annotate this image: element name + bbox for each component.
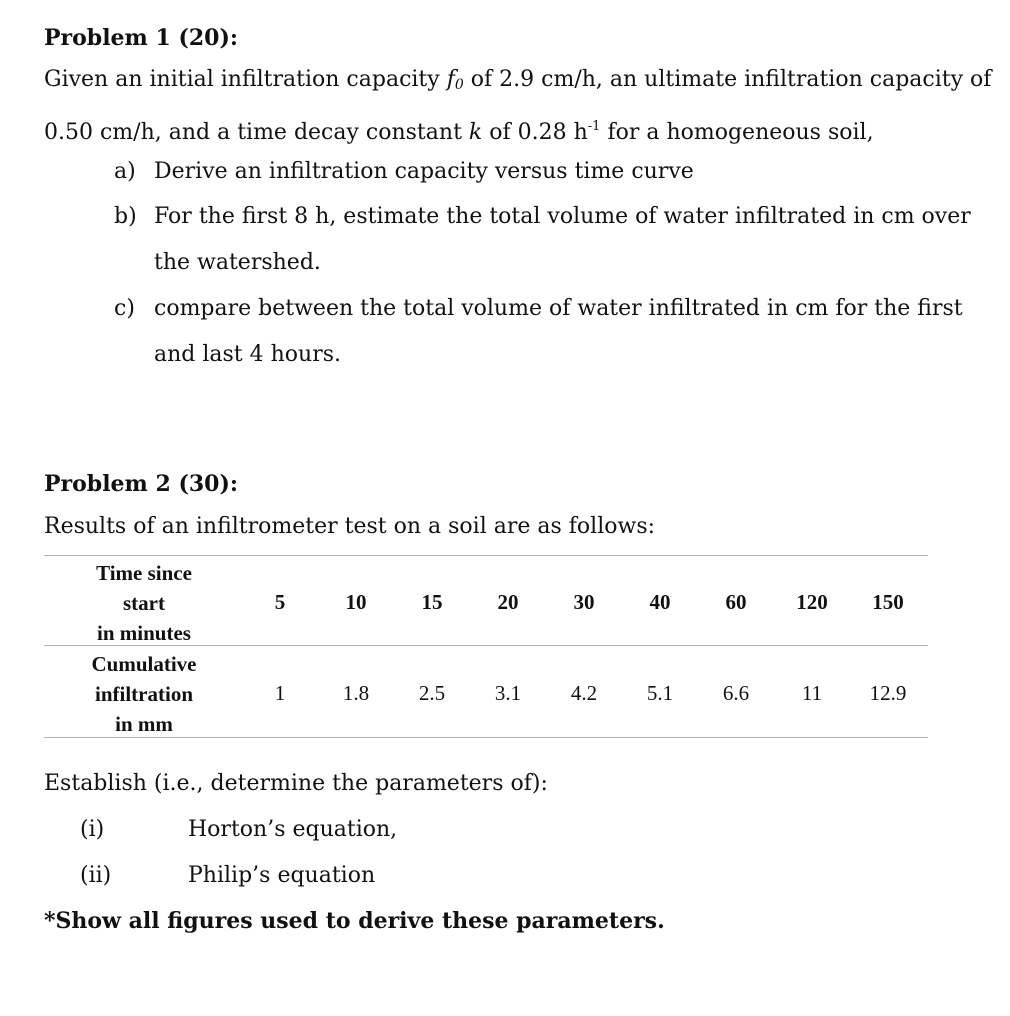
part-text: Philip’s equation	[188, 863, 376, 888]
f0-subscript: 0	[454, 77, 464, 93]
intro-text: of 0.28 h	[482, 120, 588, 145]
item-text: compare between the total volume of water infiltrated in cm for the first	[154, 296, 963, 321]
table-cell-time: 150	[872, 590, 904, 614]
intro-text: for a homogeneous soil,	[600, 120, 874, 145]
header-line: start	[123, 591, 165, 615]
table-cell-time: 120	[796, 590, 828, 614]
header-line: infiltration	[95, 682, 193, 706]
problem-1-item-b	[114, 203, 971, 231]
table-cell-infiltration: 11	[801, 681, 823, 705]
problem-1-item-c	[114, 295, 963, 323]
item-text: Derive an infiltration capacity versus time curve	[154, 159, 694, 184]
problem-1-item-b-cont: the watershed.	[154, 250, 321, 275]
table-cell-infiltration: 4.2	[570, 681, 598, 705]
intro-text: Given an initial infiltration capacity	[44, 67, 447, 92]
part-i	[80, 816, 397, 844]
table-row-2-header	[44, 649, 244, 739]
establish-text: Establish (i.e., determine the parameters of):	[44, 771, 548, 796]
table-cell-infiltration: 1	[274, 681, 286, 705]
item-label: b)	[114, 204, 137, 229]
part-text: Horton’s equation,	[188, 817, 398, 842]
table-cell-infiltration: 5.1	[646, 681, 674, 705]
table-cell-time: 5	[274, 590, 286, 614]
table-row-1-header	[44, 558, 244, 648]
k-symbol: k	[468, 120, 483, 145]
problem-1-item-c-cont: and last 4 hours.	[154, 342, 342, 367]
table-cell-time: 15	[421, 590, 443, 614]
item-label: a)	[114, 159, 136, 184]
table-cell-time: 60	[725, 590, 747, 614]
header-line: in mm	[115, 712, 173, 736]
header-line: Time since	[96, 561, 192, 585]
problem-2-heading: Problem 2 (30):	[44, 471, 239, 497]
table-cell-time: 20	[497, 590, 519, 614]
table-rule-top	[44, 555, 928, 556]
exponent: -1	[587, 119, 601, 134]
problem-1-intro-line-2	[44, 113, 874, 147]
intro-text: of 2.9 cm/h, an ultimate infiltration capacity of	[463, 67, 992, 92]
table-cell-infiltration: 1.8	[342, 681, 370, 705]
part-label: (ii)	[80, 863, 112, 888]
part-label: (i)	[80, 817, 105, 842]
header-line: in minutes	[97, 621, 191, 645]
intro-text: 0.50 cm/h, and a time decay constant	[44, 120, 469, 145]
table-cell-time: 10	[345, 590, 367, 614]
part-ii	[80, 862, 375, 890]
table-cell-infiltration: 3.1	[494, 681, 522, 705]
table-cell-infiltration: 6.6	[722, 681, 750, 705]
item-text: For the first 8 h, estimate the total volume of water infiltrated in cm over	[154, 204, 971, 229]
table-cell-time: 30	[573, 590, 595, 614]
table-cell-time: 40	[649, 590, 671, 614]
item-label: c)	[114, 296, 135, 321]
f0-symbol: f	[446, 67, 455, 92]
table-cell-infiltration: 12.9	[869, 681, 907, 705]
problem-1-heading: Problem 1 (20):	[44, 25, 239, 51]
problem-1-intro-line-1	[44, 66, 991, 99]
show-figures-note: *Show all figures used to derive these parameters.	[44, 908, 665, 934]
problem-2-intro: Results of an infiltrometer test on a soil are as follows:	[44, 514, 656, 539]
header-line: Cumulative	[91, 652, 197, 676]
table-cell-infiltration: 2.5	[418, 681, 446, 705]
problem-1-item-a	[114, 158, 694, 186]
